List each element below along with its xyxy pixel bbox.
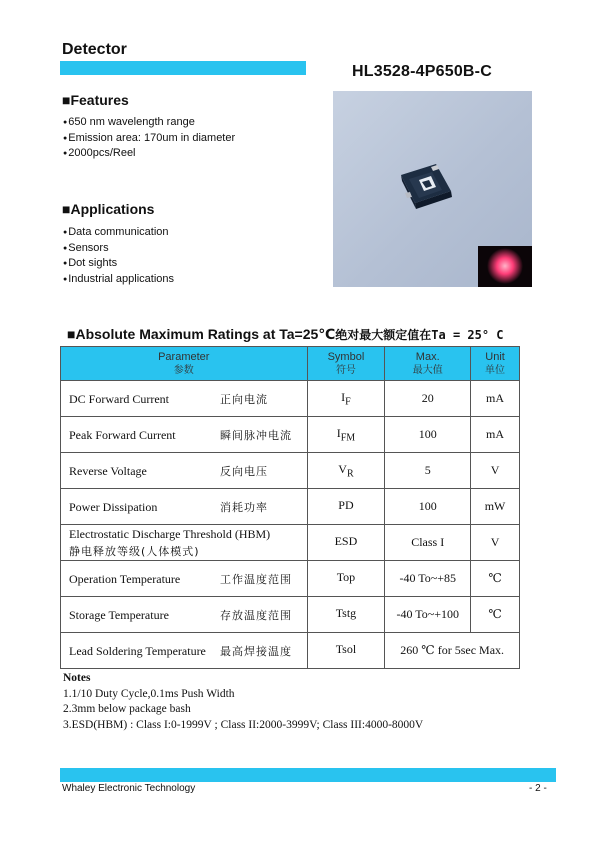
symbol-cell: $V_R$ [307, 453, 385, 489]
feature-item: ● 650 nm wavelength range [63, 115, 235, 131]
symbol-cell: Tsol [307, 633, 385, 669]
footer-company: Whaley Electronic Technology [62, 783, 196, 794]
table-row [61, 561, 520, 597]
table-row [61, 525, 520, 561]
table-header-row [61, 347, 520, 381]
symbol-cell: Tstg [307, 597, 385, 633]
table-row [61, 453, 520, 489]
table-row [61, 417, 520, 453]
unit-cell: V [471, 525, 520, 561]
notes-heading: Notes [63, 672, 91, 684]
param-cell: Power Dissipation 消耗功率 [61, 489, 308, 525]
ratings-heading [67, 326, 504, 343]
unit-cell: mW [471, 489, 520, 525]
header-accent-bar [60, 61, 306, 75]
table-row [61, 489, 520, 525]
max-cell: Class I [385, 525, 471, 561]
param-cell: Electrostatic Discharge Threshold (HBM) 静电释放等级(人体模式) [61, 525, 308, 561]
table-row [61, 633, 520, 669]
unit-cell: mA [471, 381, 520, 417]
page-number: - 2 - [529, 783, 547, 794]
symbol-cell: $I_{FM}$ [307, 417, 385, 453]
notes-section [63, 671, 423, 733]
max-cell: -40 To~+85 [385, 561, 471, 597]
max-header: Max. 最大值 [385, 347, 471, 381]
note-item: 2.3mm below package bash [63, 703, 191, 715]
symbol-cell: Top [307, 561, 385, 597]
symbol-cell: $I_F$ [307, 381, 385, 417]
max-cell: 20 [385, 381, 471, 417]
param-cell: Peak Forward Current 瞬间脉冲电流 [61, 417, 308, 453]
part-number: HL3528-4P650B-C [352, 63, 492, 80]
symbol-header: Symbol 符号 [307, 347, 385, 381]
feature-item: ● 2000pcs/Reel [63, 146, 235, 162]
unit-cell: ℃ [471, 597, 520, 633]
param-cell: Reverse Voltage 反向电压 [61, 453, 308, 489]
table-row [61, 381, 520, 417]
symbol-cell: ESD [307, 525, 385, 561]
unit-cell: V [471, 453, 520, 489]
max-cell: 100 [385, 489, 471, 525]
features-heading: ■Features [62, 92, 129, 108]
param-cell: Operation Temperature 工作温度范围 [61, 561, 308, 597]
ratings-table [60, 346, 520, 669]
symbol-cell: PD [307, 489, 385, 525]
unit-cell: mA [471, 417, 520, 453]
features-list [63, 115, 235, 162]
parameter-header: Parameter 参数 [61, 347, 308, 381]
application-item: ● Dot sights [63, 256, 174, 272]
applications-heading: ■Applications [62, 201, 155, 217]
note-item: 3.ESD(HBM) : Class I:0-1999V ; Class II:2000-3999V; Class III:4000-8000V [63, 718, 424, 731]
param-cell: Storage Temperature 存放温度范围 [61, 597, 308, 633]
ratings-heading-en: ■Absolute Maximum Ratings at Ta=25℃ [67, 326, 336, 342]
applications-list [63, 225, 174, 288]
application-item: ● Data communication [63, 225, 174, 241]
max-cell: 100 [385, 417, 471, 453]
footer-accent-bar [60, 768, 556, 782]
document-title: Detector [62, 41, 127, 58]
application-item: ● Sensors [63, 241, 174, 257]
unit-header: Unit 单位 [471, 347, 520, 381]
note-item: 1.1/10 Duty Cycle,0.1ms Push Width [63, 687, 235, 700]
table-row [61, 597, 520, 633]
max-cell: -40 To~+100 [385, 597, 471, 633]
application-item: ● Industrial applications [63, 272, 174, 288]
param-cell: Lead Soldering Temperature 最高焊接温度 [61, 633, 308, 669]
emission-spot-inset [478, 246, 532, 287]
max-cell: 5 [385, 453, 471, 489]
max-cell: 260 ℃ for 5sec Max. [385, 633, 520, 669]
feature-item: ● Emission area: 170um in diameter [63, 131, 235, 147]
unit-cell: ℃ [471, 561, 520, 597]
ratings-heading-cn: 绝对最大额定值在Ta = 25° C [335, 328, 504, 342]
param-cell: DC Forward Current 正向电流 [61, 381, 308, 417]
